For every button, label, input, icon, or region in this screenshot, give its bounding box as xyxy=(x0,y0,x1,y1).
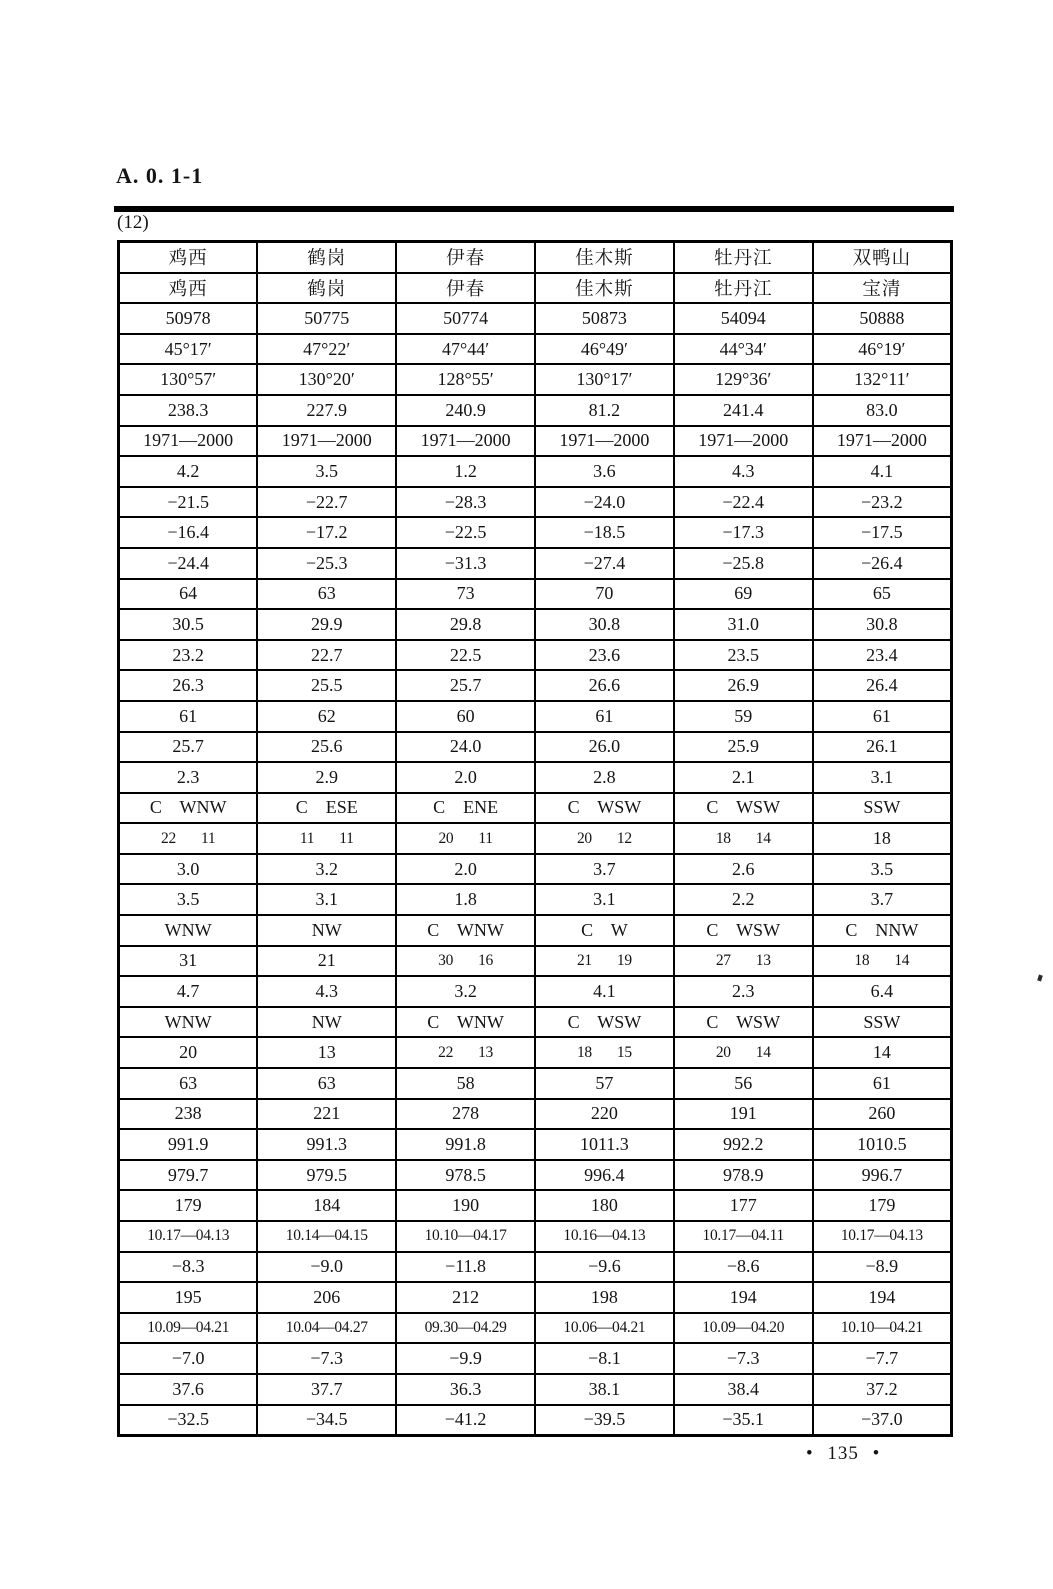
table-cell: 180 xyxy=(535,1190,674,1221)
table-cell: 4.3 xyxy=(257,976,396,1007)
table-cell: −24.4 xyxy=(119,548,258,579)
table-cell: −7.7 xyxy=(813,1343,952,1374)
table-cell: 179 xyxy=(119,1190,258,1221)
table-cell: 27 13 xyxy=(674,946,813,977)
table-cell: 10.10—04.17 xyxy=(396,1221,535,1252)
table-cell: 2.1 xyxy=(674,762,813,793)
table-cell: 83.0 xyxy=(813,395,952,426)
table-row xyxy=(119,1374,952,1405)
table-cell: C W xyxy=(535,915,674,946)
station-name-cell: 鸡西 xyxy=(119,273,258,304)
table-cell: 26.1 xyxy=(813,732,952,763)
table-cell: 20 xyxy=(119,1037,258,1068)
table-cell: 241.4 xyxy=(674,395,813,426)
table-cell: 191 xyxy=(674,1099,813,1130)
table-cell: 30.8 xyxy=(813,609,952,640)
page-number: • 135 • xyxy=(806,1443,881,1464)
table-cell: 2.2 xyxy=(674,884,813,915)
table-cell: 991.8 xyxy=(396,1129,535,1160)
table-cell: 1971—2000 xyxy=(535,426,674,457)
column-header-cell: 伊春 xyxy=(396,242,535,273)
table-row xyxy=(119,1282,952,1313)
table-cell: 56 xyxy=(674,1068,813,1099)
table-row xyxy=(119,1221,952,1252)
table-row xyxy=(119,640,952,671)
table-cell: 132°11′ xyxy=(813,364,952,395)
table-cell: 31 xyxy=(119,946,258,977)
table-cell: −22.7 xyxy=(257,487,396,518)
table-cell: 47°22′ xyxy=(257,334,396,365)
table-cell: 996.4 xyxy=(535,1160,674,1191)
column-header-cell: 鸡西 xyxy=(119,242,258,273)
table-cell: −37.0 xyxy=(813,1405,952,1436)
table-cell: −8.9 xyxy=(813,1252,952,1283)
table-row xyxy=(119,823,952,854)
table-cell: 130°17′ xyxy=(535,364,674,395)
table-cell: 63 xyxy=(119,1068,258,1099)
table-cell: −32.5 xyxy=(119,1405,258,1436)
table-cell: 179 xyxy=(813,1190,952,1221)
table-cell: 50775 xyxy=(257,303,396,334)
table-cell: 60 xyxy=(396,701,535,732)
climate-data-table xyxy=(117,240,953,1437)
table-row xyxy=(119,1160,952,1191)
station-name-cell: 鹤岗 xyxy=(257,273,396,304)
table-cell: 190 xyxy=(396,1190,535,1221)
table-cell: 2.3 xyxy=(674,976,813,1007)
table-cell: 979.7 xyxy=(119,1160,258,1191)
table-cell: 1.8 xyxy=(396,884,535,915)
table-row xyxy=(119,1068,952,1099)
table-cell: 20 14 xyxy=(674,1037,813,1068)
table-cell: 177 xyxy=(674,1190,813,1221)
table-cell: 37.2 xyxy=(813,1374,952,1405)
table-cell: 1010.5 xyxy=(813,1129,952,1160)
table-cell: 3.7 xyxy=(813,884,952,915)
table-cell: 57 xyxy=(535,1068,674,1099)
table-cell: 978.5 xyxy=(396,1160,535,1191)
table-row xyxy=(119,976,952,1007)
table-cell: 54094 xyxy=(674,303,813,334)
table-cell: 63 xyxy=(257,579,396,610)
table-cell: 4.7 xyxy=(119,976,258,1007)
table-cell: 31.0 xyxy=(674,609,813,640)
table-cell: 21 xyxy=(257,946,396,977)
table-row xyxy=(119,303,952,334)
table-cell: −25.3 xyxy=(257,548,396,579)
table-cell: 22.5 xyxy=(396,640,535,671)
table-cell: 22 11 xyxy=(119,823,258,854)
table-row xyxy=(119,1129,952,1160)
table-row xyxy=(119,1405,952,1436)
table-cell: 10.09—04.21 xyxy=(119,1313,258,1344)
table-cell: −17.2 xyxy=(257,517,396,548)
table-cell: C WNW xyxy=(119,793,258,824)
table-row xyxy=(119,334,952,365)
table-cell: 10.10—04.21 xyxy=(813,1313,952,1344)
table-cell: 69 xyxy=(674,579,813,610)
table-cell: 20 12 xyxy=(535,823,674,854)
table-cell: 221 xyxy=(257,1099,396,1130)
table-cell: 2.0 xyxy=(396,762,535,793)
table-cell: 63 xyxy=(257,1068,396,1099)
table-row xyxy=(119,456,952,487)
table-row xyxy=(119,487,952,518)
table-cell: 212 xyxy=(396,1282,535,1313)
table-cell: −11.8 xyxy=(396,1252,535,1283)
table-row xyxy=(119,1252,952,1283)
table-cell: 1971—2000 xyxy=(257,426,396,457)
station-name-cell: 佳木斯 xyxy=(535,273,674,304)
table-cell: 3.1 xyxy=(813,762,952,793)
table-cell: 46°19′ xyxy=(813,334,952,365)
table-cell: 240.9 xyxy=(396,395,535,426)
table-cell: 29.8 xyxy=(396,609,535,640)
table-cell: −26.4 xyxy=(813,548,952,579)
table-cell: 45°17′ xyxy=(119,334,258,365)
table-cell: 25.7 xyxy=(396,670,535,701)
table-cell: NW xyxy=(257,1007,396,1038)
table-cell: −39.5 xyxy=(535,1405,674,1436)
table-cell: 25.7 xyxy=(119,732,258,763)
table-cell: C WSW xyxy=(674,1007,813,1038)
column-header-cell: 牡丹江 xyxy=(674,242,813,273)
column-header-cell: 鹤岗 xyxy=(257,242,396,273)
stray-mark xyxy=(1037,975,1043,982)
table-cell: −7.3 xyxy=(674,1343,813,1374)
table-cell: 10.16—04.13 xyxy=(535,1221,674,1252)
table-cell: 61 xyxy=(813,701,952,732)
table-cell: 1971—2000 xyxy=(674,426,813,457)
table-cell: −41.2 xyxy=(396,1405,535,1436)
table-cell: 26.3 xyxy=(119,670,258,701)
table-cell: 4.1 xyxy=(813,456,952,487)
table-cell: 184 xyxy=(257,1190,396,1221)
table-row xyxy=(119,364,952,395)
station-name-cell: 宝清 xyxy=(813,273,952,304)
table-cell: C ESE xyxy=(257,793,396,824)
table-cell: −7.3 xyxy=(257,1343,396,1374)
table-cell: 238.3 xyxy=(119,395,258,426)
table-cell: −35.1 xyxy=(674,1405,813,1436)
table-cell: 991.9 xyxy=(119,1129,258,1160)
table-cell: 992.2 xyxy=(674,1129,813,1160)
table-row xyxy=(119,517,952,548)
table-cell: 14 xyxy=(813,1037,952,1068)
table-cell: 220 xyxy=(535,1099,674,1130)
table-row xyxy=(119,579,952,610)
table-cell: 10.04—04.27 xyxy=(257,1313,396,1344)
table-cell: C WSW xyxy=(535,793,674,824)
table-cell: 4.3 xyxy=(674,456,813,487)
table-cell: 991.3 xyxy=(257,1129,396,1160)
table-cell: 2.8 xyxy=(535,762,674,793)
table-cell: C WNW xyxy=(396,915,535,946)
table-cell: 50978 xyxy=(119,303,258,334)
table-cell: 6.4 xyxy=(813,976,952,1007)
table-cell: −7.0 xyxy=(119,1343,258,1374)
table-cell: WNW xyxy=(119,1007,258,1038)
table-cell: 50774 xyxy=(396,303,535,334)
table-cell: 130°57′ xyxy=(119,364,258,395)
table-cell: 26.0 xyxy=(535,732,674,763)
table-row xyxy=(119,670,952,701)
table-cell: −23.2 xyxy=(813,487,952,518)
table-cell: −17.5 xyxy=(813,517,952,548)
table-cell: 194 xyxy=(813,1282,952,1313)
table-cell: 38.1 xyxy=(535,1374,674,1405)
table-row xyxy=(119,762,952,793)
table-row xyxy=(119,793,952,824)
table-cell: −34.5 xyxy=(257,1405,396,1436)
climate-table-body xyxy=(119,242,952,1436)
table-cell: 30.5 xyxy=(119,609,258,640)
table-cell: 3.5 xyxy=(257,456,396,487)
table-cell: −18.5 xyxy=(535,517,674,548)
table-cell: 10.17—04.13 xyxy=(119,1221,258,1252)
table-cell: 65 xyxy=(813,579,952,610)
table-cell: 22.7 xyxy=(257,640,396,671)
table-cell: 10.09—04.20 xyxy=(674,1313,813,1344)
table-cell: SSW xyxy=(813,1007,952,1038)
table-cell: 278 xyxy=(396,1099,535,1130)
table-cell: 23.5 xyxy=(674,640,813,671)
table-cell: 10.06—04.21 xyxy=(535,1313,674,1344)
station-name-cell: 伊春 xyxy=(396,273,535,304)
table-cell: 26.4 xyxy=(813,670,952,701)
table-cell: 37.7 xyxy=(257,1374,396,1405)
table-cell: −8.6 xyxy=(674,1252,813,1283)
table-cell: 26.6 xyxy=(535,670,674,701)
table-part-label: (12) xyxy=(117,212,149,233)
table-row xyxy=(119,1313,952,1344)
table-row xyxy=(119,395,952,426)
table-cell: 23.2 xyxy=(119,640,258,671)
table-cell: 4.2 xyxy=(119,456,258,487)
table-cell: 25.6 xyxy=(257,732,396,763)
table-cell: C NNW xyxy=(813,915,952,946)
table-cell: 25.5 xyxy=(257,670,396,701)
table-cell: 70 xyxy=(535,579,674,610)
table-row xyxy=(119,854,952,885)
table-cell: 36.3 xyxy=(396,1374,535,1405)
table-row xyxy=(119,1007,952,1038)
table-cell: 10.14—04.15 xyxy=(257,1221,396,1252)
table-cell: C ENE xyxy=(396,793,535,824)
table-cell: 18 14 xyxy=(674,823,813,854)
table-cell: 50873 xyxy=(535,303,674,334)
table-cell: 25.9 xyxy=(674,732,813,763)
table-cell: 59 xyxy=(674,701,813,732)
table-cell: 30 16 xyxy=(396,946,535,977)
table-cell: 23.4 xyxy=(813,640,952,671)
table-cell: 30.8 xyxy=(535,609,674,640)
table-cell: 2.9 xyxy=(257,762,396,793)
table-cell: 23.6 xyxy=(535,640,674,671)
column-header-cell: 佳木斯 xyxy=(535,242,674,273)
table-cell: 38.4 xyxy=(674,1374,813,1405)
table-cell: 24.0 xyxy=(396,732,535,763)
table-cell: 128°55′ xyxy=(396,364,535,395)
table-cell: 260 xyxy=(813,1099,952,1130)
table-cell: 11 11 xyxy=(257,823,396,854)
table-cell: 3.5 xyxy=(813,854,952,885)
table-cell: −9.0 xyxy=(257,1252,396,1283)
table-cell: 996.7 xyxy=(813,1160,952,1191)
table-cell: 46°49′ xyxy=(535,334,674,365)
table-cell: 61 xyxy=(535,701,674,732)
table-row xyxy=(119,242,952,273)
table-cell: 64 xyxy=(119,579,258,610)
table-cell: 3.2 xyxy=(396,976,535,1007)
table-cell: 130°20′ xyxy=(257,364,396,395)
table-cell: 18 14 xyxy=(813,946,952,977)
table-cell: −8.1 xyxy=(535,1343,674,1374)
table-cell: −27.4 xyxy=(535,548,674,579)
table-cell: −22.5 xyxy=(396,517,535,548)
table-cell: 1971—2000 xyxy=(119,426,258,457)
table-cell: 18 15 xyxy=(535,1037,674,1068)
table-cell: −8.3 xyxy=(119,1252,258,1283)
table-cell: 129°36′ xyxy=(674,364,813,395)
table-cell: 198 xyxy=(535,1282,674,1313)
table-row xyxy=(119,273,952,304)
table-cell: −24.0 xyxy=(535,487,674,518)
table-row xyxy=(119,426,952,457)
table-cell: 1011.3 xyxy=(535,1129,674,1160)
table-cell: 3.5 xyxy=(119,884,258,915)
table-cell: 1971—2000 xyxy=(396,426,535,457)
top-rule-divider xyxy=(114,206,954,212)
table-cell: 3.6 xyxy=(535,456,674,487)
table-row xyxy=(119,884,952,915)
column-header-cell: 双鸭山 xyxy=(813,242,952,273)
table-cell: 1.2 xyxy=(396,456,535,487)
table-row xyxy=(119,1099,952,1130)
table-cell: 3.2 xyxy=(257,854,396,885)
table-cell: 2.0 xyxy=(396,854,535,885)
table-row xyxy=(119,915,952,946)
table-cell: 10.17—04.11 xyxy=(674,1221,813,1252)
table-row xyxy=(119,548,952,579)
table-cell: 2.6 xyxy=(674,854,813,885)
table-cell: 81.2 xyxy=(535,395,674,426)
table-cell: 3.0 xyxy=(119,854,258,885)
table-cell: 227.9 xyxy=(257,395,396,426)
table-cell: 18 xyxy=(813,823,952,854)
table-cell: −21.5 xyxy=(119,487,258,518)
table-cell: 61 xyxy=(119,701,258,732)
table-cell: 194 xyxy=(674,1282,813,1313)
table-cell: 3.7 xyxy=(535,854,674,885)
table-cell: 37.6 xyxy=(119,1374,258,1405)
table-cell: −31.3 xyxy=(396,548,535,579)
table-cell: 47°44′ xyxy=(396,334,535,365)
table-row xyxy=(119,946,952,977)
table-row xyxy=(119,609,952,640)
table-cell: 22 13 xyxy=(396,1037,535,1068)
table-cell: C WNW xyxy=(396,1007,535,1038)
table-cell: 206 xyxy=(257,1282,396,1313)
table-cell: 3.1 xyxy=(257,884,396,915)
table-cell: −25.8 xyxy=(674,548,813,579)
table-cell: −28.3 xyxy=(396,487,535,518)
station-name-cell: 牡丹江 xyxy=(674,273,813,304)
table-cell: C WSW xyxy=(535,1007,674,1038)
table-cell: 10.17—04.13 xyxy=(813,1221,952,1252)
table-cell: 978.9 xyxy=(674,1160,813,1191)
table-cell: C WSW xyxy=(674,793,813,824)
table-cell: 1971—2000 xyxy=(813,426,952,457)
table-row xyxy=(119,1037,952,1068)
table-cell: 26.9 xyxy=(674,670,813,701)
table-cell: SSW xyxy=(813,793,952,824)
table-cell: 29.9 xyxy=(257,609,396,640)
table-cell: 2.3 xyxy=(119,762,258,793)
table-cell: −9.6 xyxy=(535,1252,674,1283)
table-cell: −22.4 xyxy=(674,487,813,518)
table-row xyxy=(119,732,952,763)
table-cell: 20 11 xyxy=(396,823,535,854)
table-cell: 44°34′ xyxy=(674,334,813,365)
table-row xyxy=(119,1190,952,1221)
table-cell: C WSW xyxy=(674,915,813,946)
table-cell: 62 xyxy=(257,701,396,732)
table-cell: 09.30—04.29 xyxy=(396,1313,535,1344)
table-cell: 73 xyxy=(396,579,535,610)
table-cell: 3.1 xyxy=(535,884,674,915)
table-cell: 58 xyxy=(396,1068,535,1099)
table-cell: 21 19 xyxy=(535,946,674,977)
table-cell: NW xyxy=(257,915,396,946)
table-row xyxy=(119,701,952,732)
table-cell: 195 xyxy=(119,1282,258,1313)
table-cell: 13 xyxy=(257,1037,396,1068)
table-cell: −16.4 xyxy=(119,517,258,548)
table-cell: 4.1 xyxy=(535,976,674,1007)
table-cell: WNW xyxy=(119,915,258,946)
table-row xyxy=(119,1343,952,1374)
table-cell: 61 xyxy=(813,1068,952,1099)
table-cell: −9.9 xyxy=(396,1343,535,1374)
table-cell: 50888 xyxy=(813,303,952,334)
table-cell: 238 xyxy=(119,1099,258,1130)
table-cell: 979.5 xyxy=(257,1160,396,1191)
table-cell: −17.3 xyxy=(674,517,813,548)
section-heading: A. 0. 1-1 xyxy=(116,163,204,188)
